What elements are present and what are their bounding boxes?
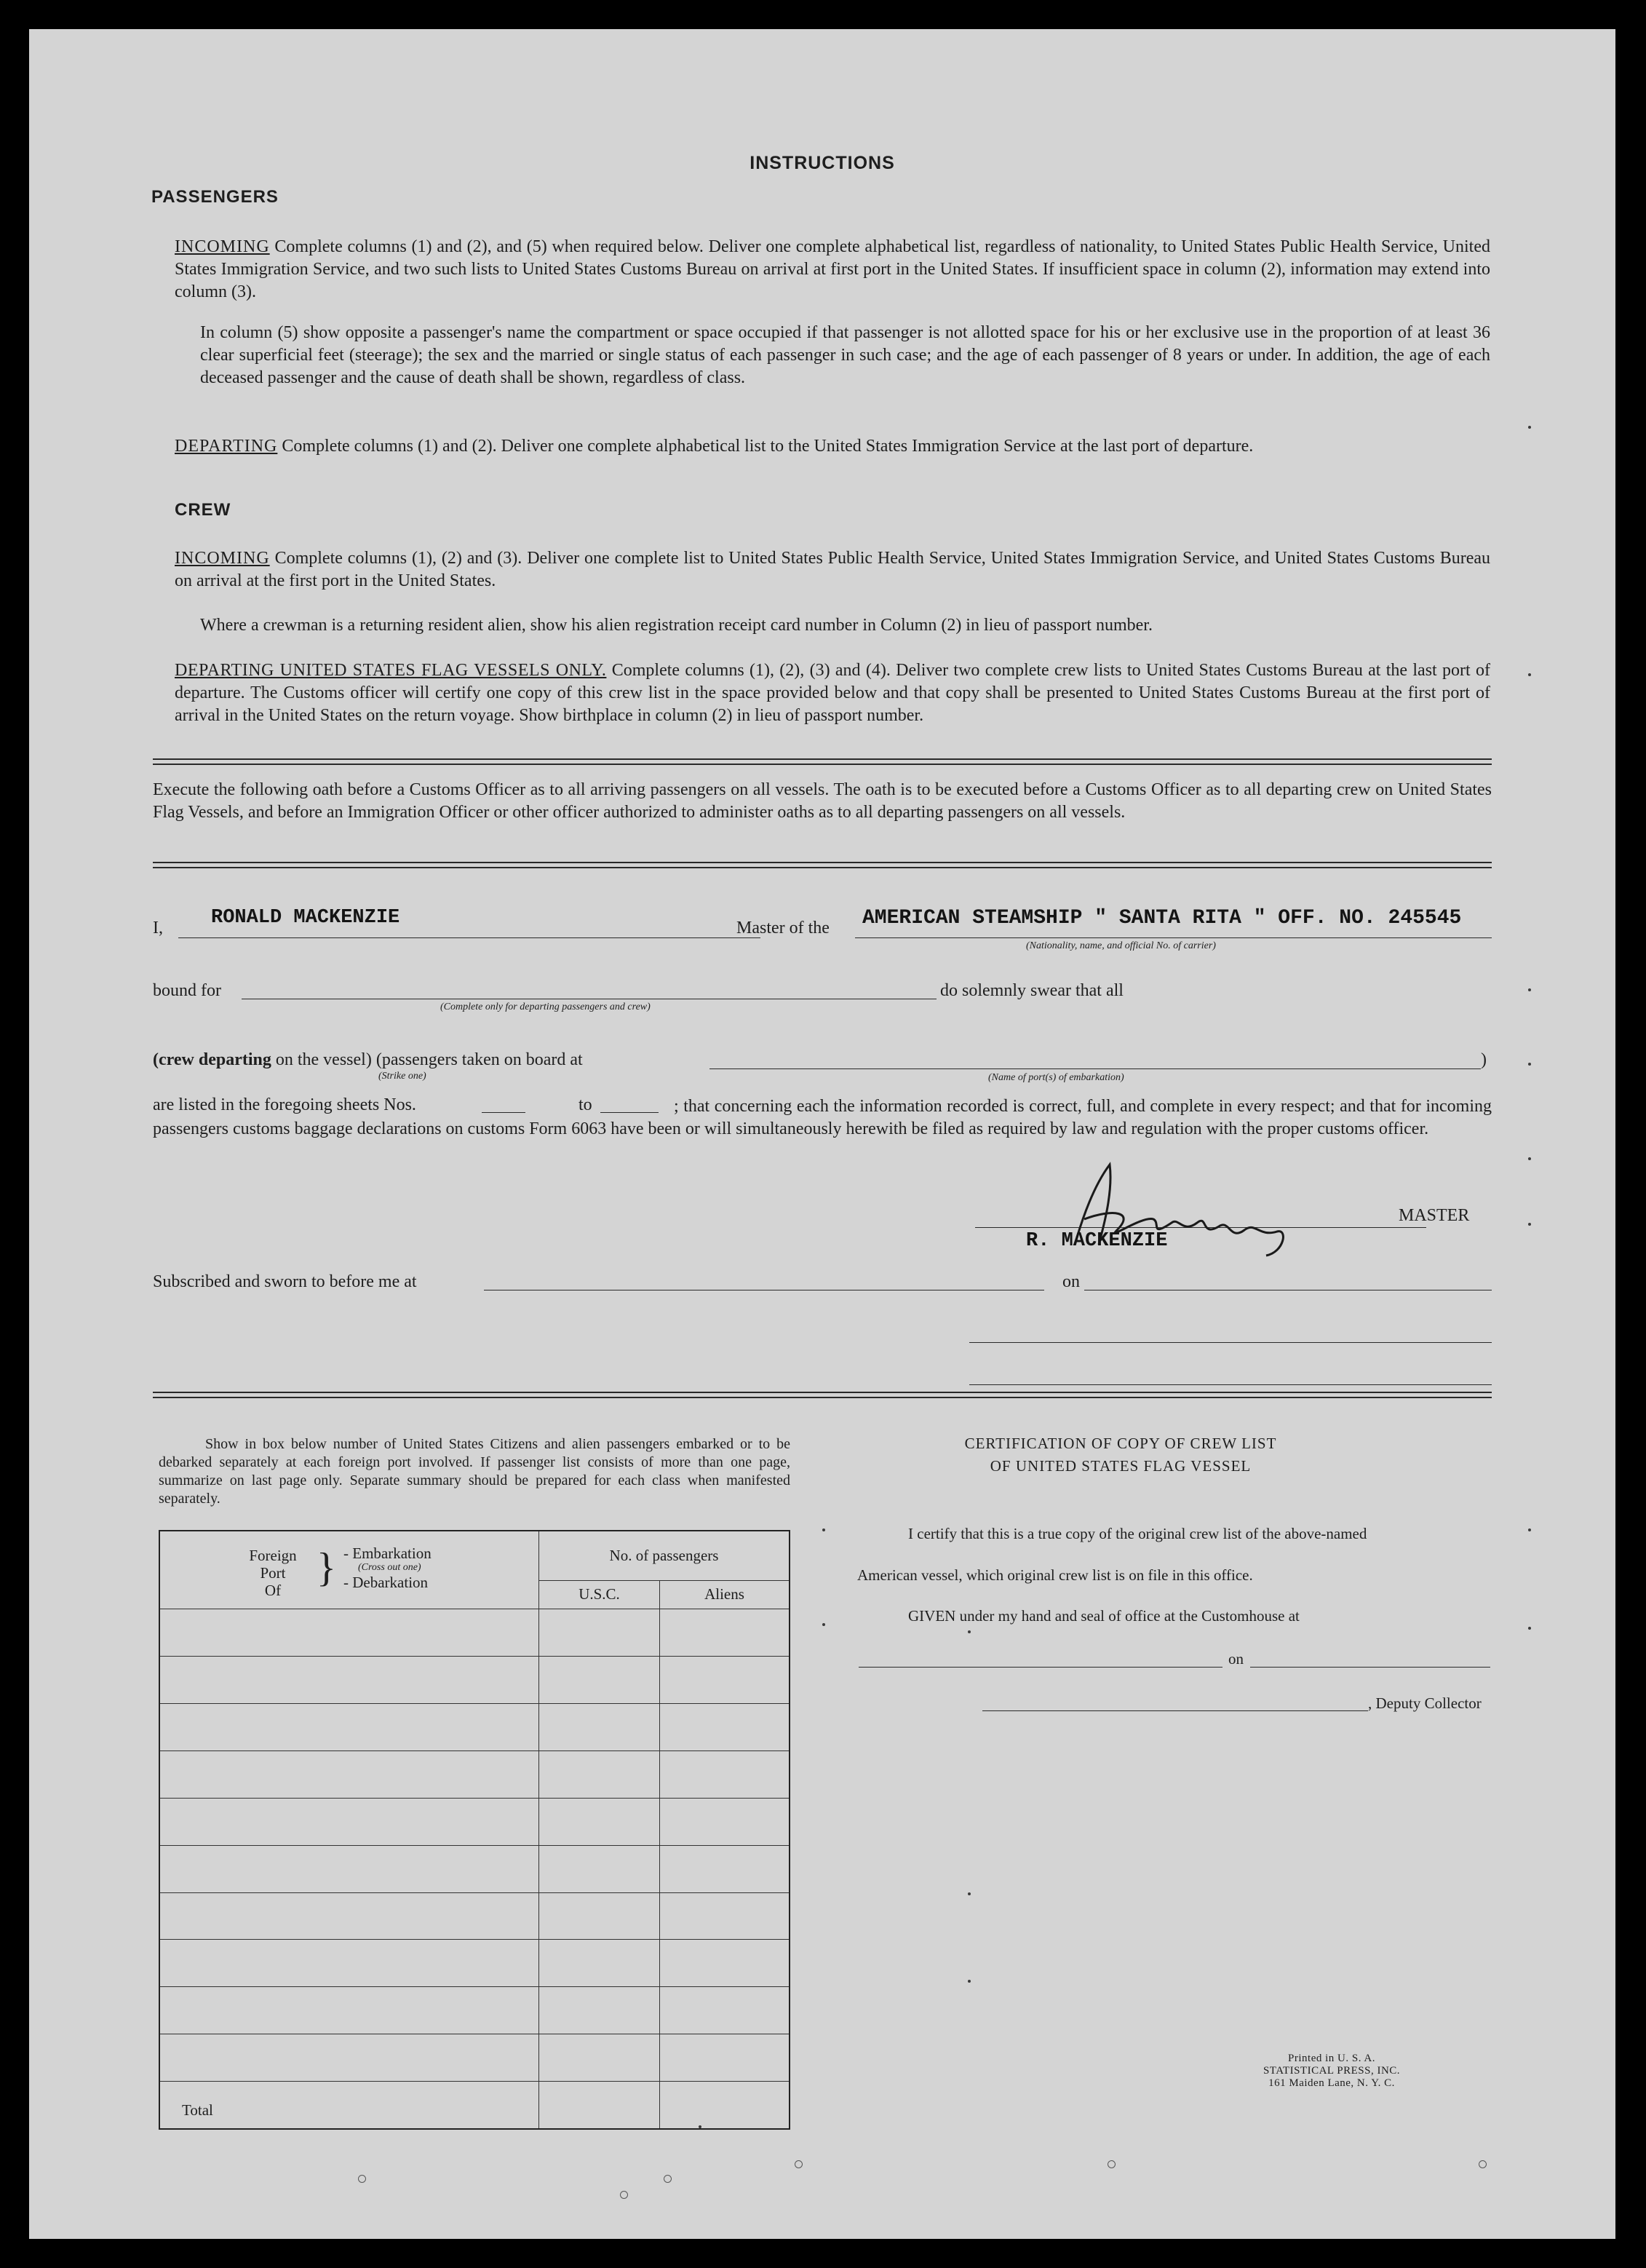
swear-label: do solemnly swear that all xyxy=(940,981,1124,1000)
total-label: Total xyxy=(159,2082,539,2129)
certification-given: GIVEN under my hand and seal of office at the Customhouse at xyxy=(908,1607,1300,1625)
vessel-label: on the vessel) (passengers taken on board at xyxy=(275,1050,583,1069)
customhouse-line xyxy=(859,1667,1222,1668)
master-of-label: Master of the xyxy=(736,919,830,937)
passengers-incoming-paragraph xyxy=(175,236,1490,304)
port-label-port: Port xyxy=(260,1563,286,1582)
bound-for-caption: (Complete only for departing passengers and crew) xyxy=(440,1002,651,1012)
port-header-cell xyxy=(159,1531,539,1609)
master-signature-name: R. MACKENZIE xyxy=(1026,1230,1168,1252)
usc-cell[interactable] xyxy=(539,1609,660,1656)
divider-double xyxy=(153,758,1492,765)
port-cell[interactable] xyxy=(159,1750,539,1798)
brace-icon: } xyxy=(317,1545,336,1590)
crew-heading: CREW xyxy=(175,500,231,520)
passengers-departing-text: Complete columns (1) and (2). Deliver one complete alphabetical list to the United States Immigration Service at the last port of departure. xyxy=(282,437,1254,456)
carrier-typed: AMERICAN STEAMSHIP " SANTA RITA " OFF. NO. 245545 xyxy=(862,907,1462,929)
punch-hole xyxy=(1108,2160,1116,2168)
embarkation-line xyxy=(709,1068,1481,1069)
speck xyxy=(1528,1528,1531,1531)
aliens-cell[interactable] xyxy=(660,1656,790,1703)
speck xyxy=(1528,426,1531,429)
master-name-typed: RONALD MACKENZIE xyxy=(211,907,400,929)
crew-departing-text: Complete columns (1), (2), (3) and (4). Deliver two complete crew lists to United States Customs Bureau at the last port of departure. The Customs officer will certify one copy of this crew list in the space provided below and that copy shall be presented to United States Customs Bureau at the first port of arrival in the United States on the return voyage. Show birthplace in column (2) in lieu of passport number. xyxy=(175,661,1490,725)
certification-date-line xyxy=(1250,1667,1490,1668)
usc-cell[interactable] xyxy=(539,1656,660,1703)
listed-label: are listed in the foregoing sheets Nos. xyxy=(153,1095,416,1114)
oath-i-label: I, xyxy=(153,919,163,937)
port-label-of: Of xyxy=(264,1581,282,1599)
speck xyxy=(1528,1157,1531,1160)
carrier-line xyxy=(855,937,1492,938)
crew-departing-paragraph xyxy=(175,659,1490,727)
certification-text-line-1: I certify that this is a true copy of the original crew list of the above-named xyxy=(908,1525,1367,1542)
port-cell[interactable] xyxy=(159,1892,539,1940)
speck xyxy=(1528,1063,1531,1066)
divider-double xyxy=(153,862,1492,868)
speck xyxy=(822,1623,825,1626)
port-header-label xyxy=(233,1547,313,1599)
speck xyxy=(1528,1223,1531,1226)
listed-text: ; that concerning each the information recorded is correct, full, and complete in every respect; and that for incoming passengers customs baggage declarations on customs Form 6063 have been or will simultaneously herewith be filed as required by law and regulation with the proper customs officer. xyxy=(153,1097,1492,1138)
summary-note: Show in box below number of United States Citizens and alien passengers embarked or to be debarked separately at each foreign port involved. If passenger list consists of more than one page, summarize on last page only. Separate summary should be prepared for each class when manifested separately. xyxy=(159,1436,790,1507)
crew-incoming-label: INCOMING xyxy=(175,549,270,568)
crew-departing-option: (crew departing xyxy=(153,1050,271,1069)
bound-for-label: bound for xyxy=(153,981,221,1000)
printer-line-2: STATISTICAL PRESS, INC. xyxy=(1263,2065,1401,2077)
speck xyxy=(822,1528,825,1531)
form-sheet xyxy=(29,29,1615,2239)
close-paren: ) xyxy=(1481,1050,1487,1069)
punch-hole xyxy=(1479,2160,1487,2168)
divider-double xyxy=(153,1392,1492,1398)
speck xyxy=(1528,673,1531,676)
speck xyxy=(968,1630,971,1633)
speck xyxy=(1528,1627,1531,1630)
certification-title-line-1: CERTIFICATION OF COPY OF CREW LIST xyxy=(964,1435,1277,1452)
speck xyxy=(1528,988,1531,991)
port-label-foreign: Foreign xyxy=(249,1546,297,1564)
crew-incoming-text: Complete columns (1), (2) and (3). Deliver one complete list to United States Public Health Service, United States Immigration Service, and United States Customs Bureau on arrival at the first port in the United States. xyxy=(175,549,1491,590)
usc-cell[interactable] xyxy=(539,1987,660,2034)
speck xyxy=(968,1892,971,1895)
speck xyxy=(968,1980,971,1983)
debarkation-option: - Debarkation xyxy=(343,1573,429,1591)
passengers-incoming-label: INCOMING xyxy=(175,237,270,256)
aliens-cell[interactable] xyxy=(660,1940,790,1987)
certification-text-line-2: American vessel, which original crew list is on file in this office. xyxy=(857,1566,1253,1584)
port-cell[interactable] xyxy=(159,1987,539,2034)
strike-caption: (Strike one) xyxy=(378,1071,426,1082)
certification-title xyxy=(866,1432,1375,1478)
page-title: INSTRUCTIONS xyxy=(750,153,895,173)
aliens-cell[interactable] xyxy=(660,1703,790,1750)
port-cell[interactable] xyxy=(159,1609,539,1656)
certification-on-label: on xyxy=(1228,1650,1244,1668)
aliens-cell[interactable] xyxy=(660,1987,790,2034)
port-cell[interactable] xyxy=(159,2034,539,2082)
usc-cell[interactable] xyxy=(539,1892,660,1940)
usc-cell[interactable] xyxy=(539,1845,660,1892)
passengers-column5-paragraph: In column (5) show opposite a passenger's name the compartment or space occupied if that passenger is not allotted space for his or her exclusive use in the proportion of at least 36 clear superficial feet (steerage); the sex and the married or single status of each passenger in such case; and the age of each passenger of 8 years or under. In addition, the age of each deceased passenger and the cause of death shall be shown, regardless of class. xyxy=(200,323,1490,387)
listed-to-label: to xyxy=(579,1095,592,1114)
aliens-cell[interactable] xyxy=(660,1750,790,1798)
no-passengers-header: No. of passengers xyxy=(539,1531,790,1580)
passengers-heading: PASSENGERS xyxy=(151,187,279,207)
total-aliens-cell[interactable] xyxy=(660,2082,790,2129)
passengers-departing-label: DEPARTING xyxy=(175,437,278,456)
aliens-header: Aliens xyxy=(660,1580,790,1609)
port-cell[interactable] xyxy=(159,1940,539,1987)
master-name-line xyxy=(178,937,760,938)
certification-title-line-2: OF UNITED STATES FLAG VESSEL xyxy=(990,1457,1252,1475)
deputy-collector-line xyxy=(982,1710,1368,1711)
usc-cell[interactable] xyxy=(539,2034,660,2082)
embarkation-option: - Embarkation xyxy=(343,1544,432,1562)
usc-header: U.S.C. xyxy=(539,1580,660,1609)
passengers-departing-paragraph xyxy=(175,435,1490,458)
printer-line-1: Printed in U. S. A. xyxy=(1288,2053,1375,2064)
total-usc-cell[interactable] xyxy=(539,2082,660,2129)
passenger-summary-table xyxy=(159,1530,790,2130)
vessel-clause xyxy=(153,1050,583,1070)
printer-imprint xyxy=(1222,2053,1441,2090)
printer-line-3: 161 Maiden Lane, N. Y. C. xyxy=(1268,2077,1395,2089)
deputy-collector-label: , Deputy Collector xyxy=(1368,1694,1482,1712)
aliens-cell[interactable] xyxy=(660,1798,790,1845)
port-cell[interactable] xyxy=(159,1656,539,1703)
oath-instruction: Execute the following oath before a Customs Officer as to all arriving passengers on all vessels. The oath is to be executed before a Customs Officer as to all departing crew on United States Flag Vessels, and before an Immigration Officer or other officer authorized to administer oaths as to all departing passengers on all vessels. xyxy=(153,780,1492,822)
crew-incoming-paragraph xyxy=(175,547,1490,592)
punch-hole xyxy=(664,2175,672,2183)
speck xyxy=(699,2125,701,2128)
usc-cell[interactable] xyxy=(539,1703,660,1750)
crew-departing-label: DEPARTING UNITED STATES FLAG VESSELS ONLY. xyxy=(175,661,607,680)
embarkation-caption: (Name of port(s) of embarkation) xyxy=(988,1072,1124,1083)
usc-cell[interactable] xyxy=(539,1798,660,1845)
usc-cell[interactable] xyxy=(539,1750,660,1798)
subscribed-on-label: on xyxy=(1062,1272,1080,1291)
port-cell[interactable] xyxy=(159,1703,539,1750)
officer-line-1 xyxy=(969,1342,1492,1343)
aliens-cell[interactable] xyxy=(660,2034,790,2082)
aliens-cell[interactable] xyxy=(660,1845,790,1892)
master-label: MASTER xyxy=(1399,1206,1470,1225)
aliens-cell[interactable] xyxy=(660,1892,790,1940)
passengers-incoming-text: Complete columns (1) and (2), and (5) when required below. Deliver one complete alphabetical list, regardless of nationality, to United States Public Health Service, United States Immigration Service, and two such lists to United States Customs Bureau on arrival at first port in the United States. If insufficient space in column (2), information may extend into column (3). xyxy=(175,237,1490,301)
subscribed-label: Subscribed and sworn to before me at xyxy=(153,1272,417,1291)
crew-resident-paragraph: Where a crewman is a returning resident alien, show his alien registration receipt card number in Column (2) in lieu of passport number. xyxy=(200,616,1153,635)
port-cell[interactable] xyxy=(159,1798,539,1845)
punch-hole xyxy=(795,2160,803,2168)
punch-hole xyxy=(358,2175,366,2183)
embarkation-options xyxy=(343,1545,432,1590)
port-cell[interactable] xyxy=(159,1845,539,1892)
punch-hole xyxy=(620,2191,628,2199)
officer-line-2 xyxy=(969,1384,1492,1385)
aliens-cell[interactable] xyxy=(660,1609,790,1656)
carrier-caption: (Nationality, name, and official No. of carrier) xyxy=(1026,940,1216,951)
cross-out-caption: (Cross out one) xyxy=(358,1561,421,1573)
usc-cell[interactable] xyxy=(539,1940,660,1987)
